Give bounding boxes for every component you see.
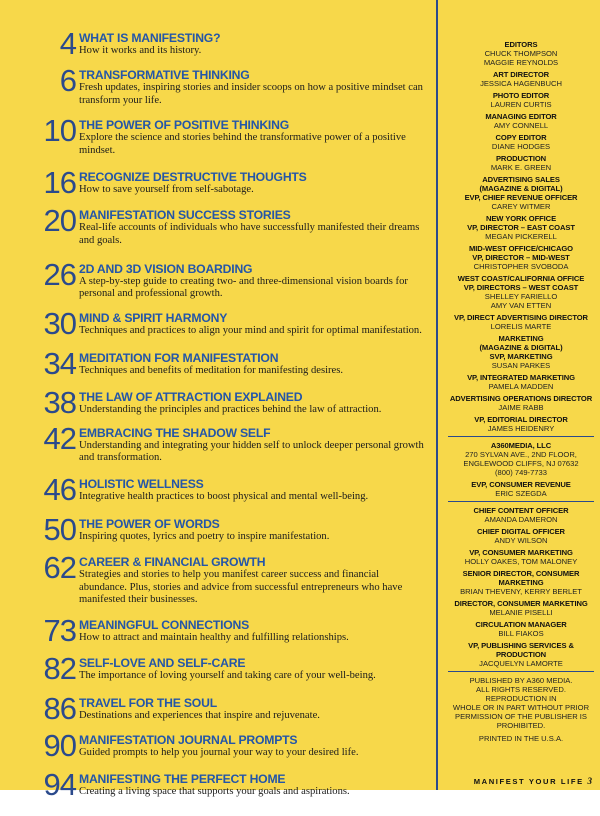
masthead-role: MARKETING [498, 334, 544, 343]
masthead-section [446, 548, 596, 566]
toc-entry-text [79, 310, 429, 338]
toc-description: The importance of loving yourself and taking care of your well-being. [79, 669, 376, 681]
masthead-name: MEGAN PICKERELL [485, 232, 557, 241]
toc-description: Strategies and stories to help you manifest career success and financial abundance. Plus, stories and advice from successful entrepreneurs who have manifested their businesses. [79, 568, 403, 606]
toc-title: MEDITATION FOR MANIFESTATION [79, 350, 279, 365]
toc-entry-text [79, 695, 429, 723]
masthead-name: MARK E. GREEN [490, 163, 552, 172]
toc-page-number: 73 [43, 612, 76, 648]
masthead-name: DIANE HODGES [491, 142, 551, 151]
toc-page-number: 16 [43, 165, 76, 201]
masthead-section [446, 91, 596, 109]
toc-entry-text [79, 389, 429, 417]
masthead-section [446, 175, 596, 211]
masthead-section [446, 112, 596, 130]
toc-entry-text [79, 67, 429, 107]
toc-entry-text [79, 425, 429, 465]
toc-entry[interactable] [34, 63, 429, 107]
masthead-name: CHUCK THOMPSON [484, 49, 558, 58]
page-number: 3 [587, 776, 592, 786]
masthead-role: VP, INTEGRATED MARKETING [467, 373, 575, 382]
toc-page-number: 4 [59, 26, 76, 61]
toc-title: HOLISTIC WELLNESS [79, 476, 204, 491]
footer-magazine-title: MANIFEST YOUR LIFE [473, 777, 584, 786]
toc-description: A step-by-step guide to creating two- and three-dimensional vision boards for personal and professional growth. [79, 275, 408, 300]
toc-description: Integrative health practices to boost physical and mental well-being. [79, 490, 369, 502]
masthead-name: AMANDA DAMERON [484, 515, 558, 524]
toc-description: Fresh updates, inspiring stories and insider scoops on how a positive mindset can transform your life. [79, 82, 423, 106]
masthead-section [446, 599, 596, 617]
toc-description: How to save yourself from self-sabotage. [79, 184, 254, 196]
masthead-section [446, 441, 596, 477]
masthead-name: SUSAN PARKES [491, 361, 551, 370]
toc-entry-text [79, 617, 429, 645]
masthead-section [446, 415, 596, 433]
toc-entry[interactable] [34, 727, 429, 763]
toc-page-number: 86 [43, 690, 76, 726]
toc-entry-text [79, 350, 429, 378]
masthead-role: MANAGING EDITOR [485, 112, 557, 121]
toc-entry-text [79, 261, 429, 301]
toc-title: SELF-LOVE AND SELF-CARE [79, 655, 246, 670]
toc-entry-text [79, 169, 429, 197]
masthead-role: (MAGAZINE & DIGITAL) [479, 343, 563, 352]
masthead-section [446, 527, 596, 545]
toc-title: THE POWER OF POSITIVE THINKING [79, 118, 290, 133]
toc-page-number: 50 [43, 511, 76, 547]
toc-entry[interactable] [34, 165, 429, 201]
toc-entry[interactable] [34, 384, 429, 420]
masthead-role: ADVERTISING SALES [482, 175, 560, 184]
masthead-name: MAGGIE REYNOLDS [483, 58, 559, 67]
masthead-section [446, 133, 596, 151]
toc-description: Inspiring quotes, lyrics and poetry to inspire manifestation. [79, 530, 330, 542]
toc-title: MANIFESTATION SUCCESS STORIES [79, 208, 291, 223]
masthead-role: EVP, CONSUMER REVENUE [471, 480, 571, 489]
masthead-section [446, 506, 596, 524]
masthead-role: NEW YORK OFFICE [485, 214, 557, 223]
toc-title: MANIFESTATION JOURNAL PROMPTS [79, 732, 298, 747]
toc-description: Destinations and experiences that inspire and rejuvenate. [79, 709, 320, 721]
masthead-section [446, 480, 596, 498]
toc-entry[interactable] [34, 345, 429, 381]
masthead-role: SENIOR DIRECTOR, CONSUMER [462, 569, 580, 578]
masthead-role: ADVERTISING OPERATIONS DIRECTOR [449, 394, 593, 403]
toc-entry[interactable] [34, 256, 429, 301]
toc-description: Understanding the principles and practices behind the law of attraction. [79, 403, 382, 415]
masthead-divider [448, 501, 594, 502]
masthead-role: CHIEF CONTENT OFFICER [473, 506, 569, 515]
masthead-role: VP, DIRECTOR – EAST COAST [467, 223, 575, 232]
masthead-role: VP, DIRECTORS – WEST COAST [463, 283, 579, 292]
toc-page-number: 90 [43, 727, 76, 763]
toc-entry[interactable] [34, 305, 429, 341]
masthead-role: VP, EDITORIAL DIRECTOR [474, 415, 568, 424]
toc-entry[interactable] [34, 420, 429, 465]
masthead-name: BILL FIAKOS [498, 629, 544, 638]
masthead-role: ART DIRECTOR [492, 70, 550, 79]
masthead-role: CIRCULATION MANAGER [475, 620, 567, 629]
toc-entry[interactable] [34, 690, 429, 726]
masthead-name: 270 SYLVAN AVE., 2ND FLOOR, [465, 450, 577, 459]
masthead-section [446, 313, 596, 331]
masthead-role: CHIEF DIGITAL OFFICER [477, 527, 565, 536]
toc-title: MIND & SPIRIT HARMONY [79, 310, 228, 325]
masthead-role: DIRECTOR, CONSUMER MARKETING [454, 599, 588, 608]
toc-title: WHAT IS MANIFESTING? [79, 31, 221, 45]
toc-entry[interactable] [34, 612, 429, 648]
masthead-section [446, 70, 596, 88]
toc-entry-text [79, 554, 429, 607]
toc-page-number: 34 [43, 345, 76, 381]
masthead-role: EVP, CHIEF REVENUE OFFICER [464, 193, 578, 202]
masthead-name: ANDY WILSON [494, 536, 548, 545]
toc-page-number: 42 [43, 420, 76, 456]
toc-entry[interactable] [34, 203, 429, 247]
toc-page-number: 46 [43, 471, 76, 507]
toc-entry[interactable] [34, 511, 429, 547]
masthead-name: PROHIBITED. [496, 721, 546, 730]
masthead-role: SVP, MARKETING [489, 352, 553, 361]
masthead-name: AMY CONNELL [493, 121, 549, 130]
toc-title: MANIFESTING THE PERFECT HOME [79, 771, 286, 786]
masthead-section [446, 214, 596, 241]
toc-description: Creating a living space that supports your goals and aspirations. [79, 785, 350, 797]
toc-title: RECOGNIZE DESTRUCTIVE THOUGHTS [79, 170, 307, 185]
masthead-name: CHRISTOPHER SVOBODA [473, 262, 569, 271]
toc-title: CAREER & FINANCIAL GROWTH [79, 554, 266, 569]
toc-title: TRANSFORMATIVE THINKING [79, 68, 250, 82]
toc-description: Understanding and integrating your hidden self to unlock deeper personal growth and transformation. [79, 439, 424, 464]
toc-entry-text [79, 732, 429, 760]
masthead-name: CAREY WITMER [491, 202, 551, 211]
masthead-name: ALL RIGHTS RESERVED. REPRODUCTION IN [476, 685, 566, 703]
toc-page-number: 6 [59, 63, 76, 98]
masthead-role: WEST COAST/CALIFORNIA OFFICE [457, 274, 585, 283]
masthead-name: JAMES HEIDENRY [487, 424, 555, 433]
toc-entry[interactable] [34, 549, 429, 607]
masthead-name: JACQUELYN LAMORTE [479, 659, 563, 668]
masthead-divider [448, 671, 594, 672]
masthead-role: EDITORS [504, 40, 538, 49]
toc-entry-text [79, 516, 429, 544]
masthead-name: (800) 749-7733 [495, 468, 547, 477]
masthead-role: MARKETING [498, 578, 544, 587]
toc-entry-text [79, 117, 429, 157]
toc-entry-text [79, 771, 429, 799]
masthead-name: PUBLISHED BY A360 MEDIA. [469, 676, 573, 685]
toc-entry[interactable] [34, 650, 429, 686]
page-footer [447, 776, 592, 786]
masthead-name: SHELLEY FARIELLO [484, 292, 558, 301]
masthead-role: A360MEDIA, LLC [490, 441, 552, 450]
toc-title: THE LAW OF ATTRACTION EXPLAINED [79, 389, 303, 404]
column-divider [436, 0, 438, 790]
masthead-name: WHOLE OR IN PART WITHOUT PRIOR [452, 703, 590, 712]
toc-page-number: 26 [43, 256, 76, 292]
masthead-section [446, 620, 596, 638]
toc-description: Guided prompts to help you journal your way to your desired life. [79, 746, 359, 758]
masthead-role: PHOTO EDITOR [492, 91, 550, 100]
masthead-role: PRODUCTION [495, 154, 547, 163]
masthead-divider [448, 436, 594, 437]
toc-description: How it works and its history. [79, 45, 202, 56]
masthead-role: VP, DIRECTOR – MID-WEST [472, 253, 570, 262]
toc-title: TRAVEL FOR THE SOUL [79, 695, 217, 710]
masthead-name: PRINTED IN THE U.S.A. [478, 734, 564, 743]
masthead-role: (MAGAZINE & DIGITAL) [479, 184, 563, 193]
toc-description: Techniques and benefits of meditation for manifesting desires. [79, 364, 344, 376]
masthead-name: HOLLY OAKES, TOM MALONEY [464, 557, 578, 566]
masthead-section [446, 676, 596, 730]
masthead-role: COPY EDITOR [495, 133, 547, 142]
toc-entry[interactable] [34, 26, 429, 61]
masthead-name: LORELIS MARTE [490, 322, 552, 331]
toc-page-number: 62 [43, 549, 76, 585]
masthead-role: MID-WEST OFFICE/CHICAGO [468, 244, 573, 253]
toc-entry[interactable] [34, 471, 429, 507]
masthead-role: VP, PUBLISHING SERVICES & PRODUCTION [468, 641, 574, 659]
toc-description: Real-life accounts of individuals who have successfully manifested their dreams and goals. [79, 222, 420, 246]
masthead-section [446, 394, 596, 412]
masthead-section [446, 154, 596, 172]
toc-entry-text [79, 476, 429, 504]
masthead-section [446, 244, 596, 271]
toc-page-number: 20 [43, 203, 76, 239]
masthead-name: PAMELA MADDEN [488, 382, 554, 391]
toc-page-number: 38 [43, 384, 76, 420]
toc-title: MEANINGFUL CONNECTIONS [79, 617, 250, 632]
toc-entry[interactable] [34, 766, 429, 802]
toc-page-number: 30 [43, 305, 76, 341]
toc-entry[interactable] [34, 113, 429, 157]
masthead-section [446, 334, 596, 370]
toc-page-number: 94 [43, 766, 76, 802]
masthead-section [446, 274, 596, 310]
masthead [446, 40, 596, 746]
masthead-section [446, 40, 596, 67]
table-of-contents [34, 26, 429, 802]
toc-page-number: 82 [43, 650, 76, 686]
masthead-role: VP, CONSUMER MARKETING [469, 548, 573, 557]
masthead-name: BRIAN THEVENY, KERRY BERLET [460, 587, 582, 596]
masthead-name: JAIME RABB [498, 403, 544, 412]
toc-page-number: 10 [43, 113, 76, 149]
toc-description: Explore the science and stories behind the transformative power of a positive mindset. [79, 132, 406, 156]
toc-title: EMBRACING THE SHADOW SELF [79, 425, 271, 440]
masthead-section [446, 373, 596, 391]
masthead-name: ENGLEWOOD CLIFFS, NJ 07632 [463, 459, 579, 468]
masthead-name: PERMISSION OF THE PUBLISHER IS [455, 712, 587, 721]
masthead-name: ERIC SZEGDA [495, 489, 547, 498]
toc-title: 2D AND 3D VISION BOARDING [79, 261, 253, 276]
toc-entry-text [79, 207, 429, 247]
masthead-name: AMY VAN ETTEN [490, 301, 552, 310]
toc-description: How to attract and maintain healthy and fulfilling relationships. [79, 631, 349, 643]
masthead-section [446, 569, 596, 596]
toc-title: THE POWER OF WORDS [79, 516, 220, 531]
toc-description: Techniques and practices to align your mind and spirit for optimal manifestation. [79, 324, 422, 336]
toc-entry-text [79, 30, 429, 58]
masthead-name: MELANIE PISELLI [489, 608, 553, 617]
toc-entry-text [79, 655, 429, 683]
masthead-section [446, 641, 596, 668]
masthead-section [446, 734, 596, 743]
masthead-name: JESSICA HAGENBUCH [480, 79, 562, 88]
masthead-name: LAUREN CURTIS [490, 100, 552, 109]
masthead-role: VP, DIRECT ADVERTISING DIRECTOR [454, 313, 588, 322]
